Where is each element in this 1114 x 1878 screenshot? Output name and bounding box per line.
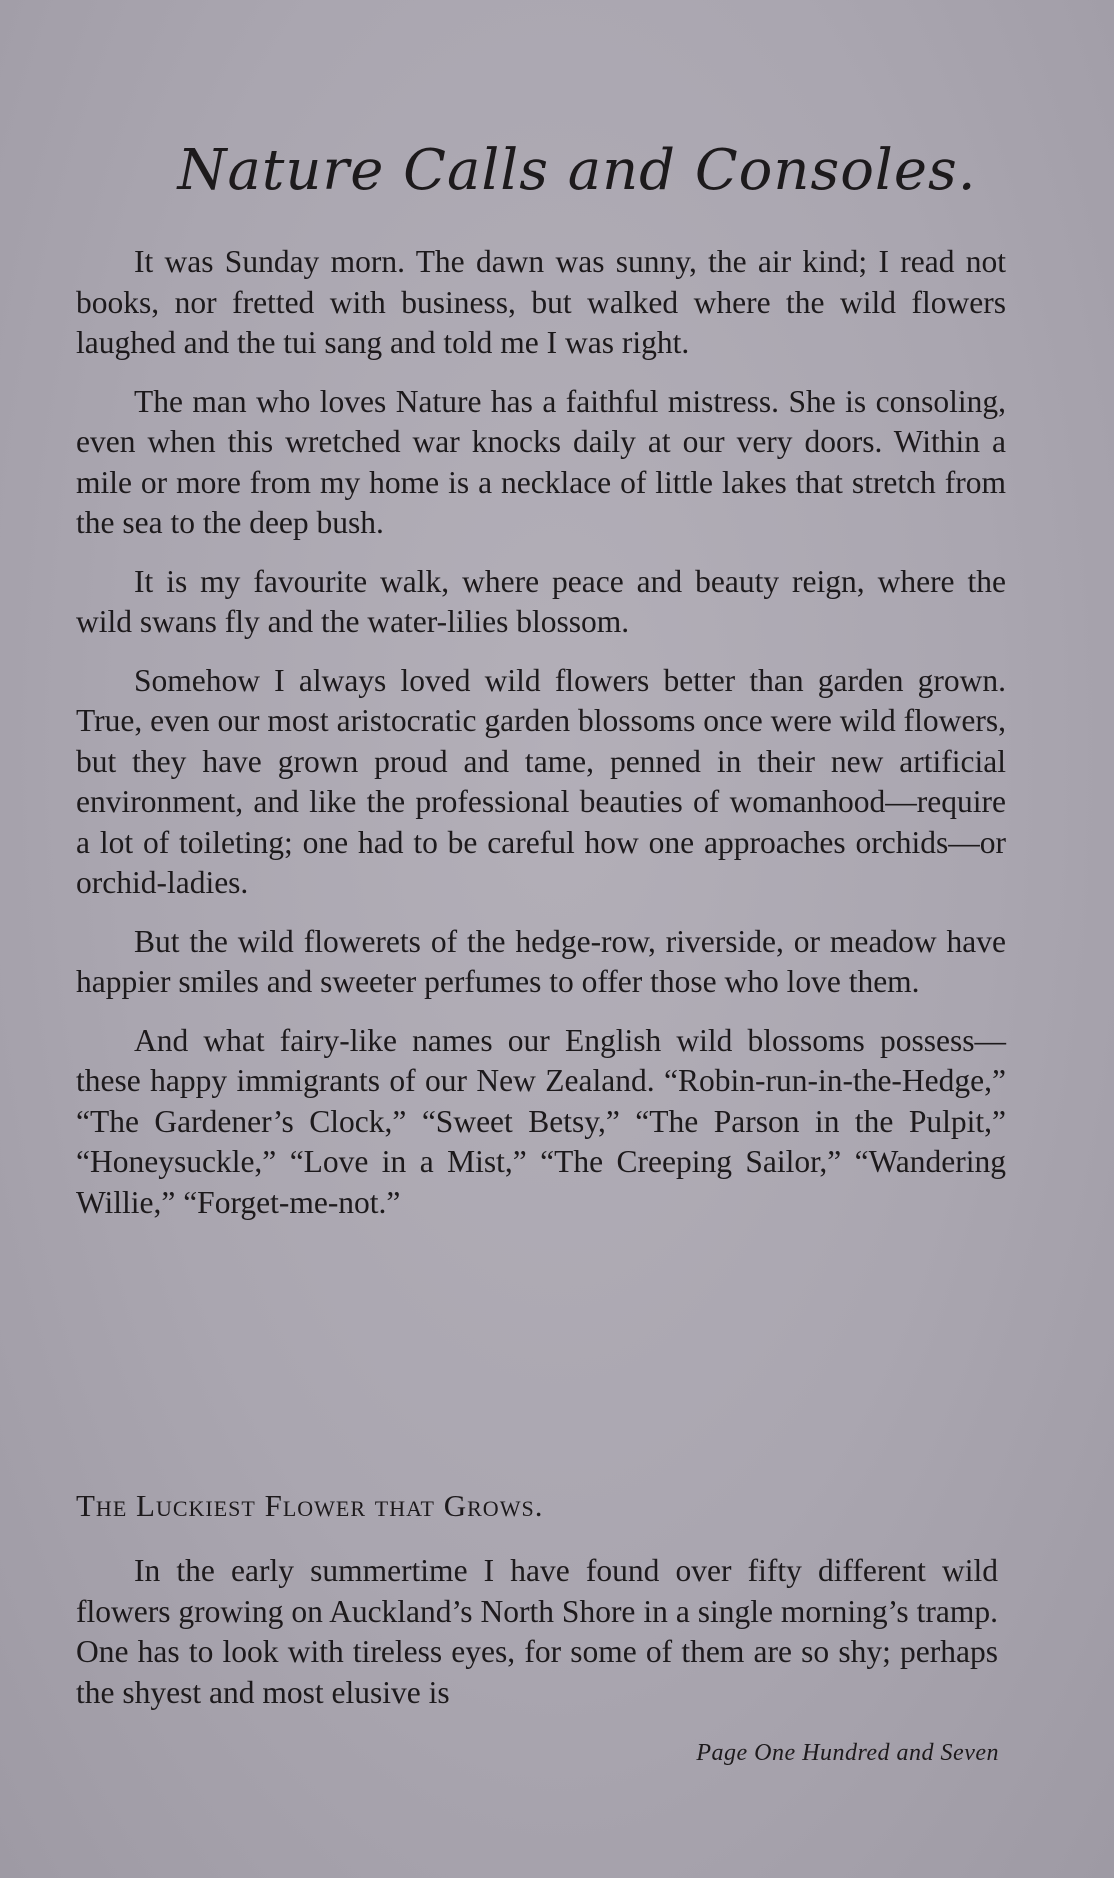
paragraph-6: And what fairy-like names our English wild blossoms possess—these happy immigrants of our New Zealand. “Robin-run-in-the-Hedge,” “The Gardener’s Clock,” “Sweet Betsy,” “The Parson in the Pulpit,” “Honeysuckle,” “Love in a Mist,” “The Creeping Sailor,” “Wandering Willie,” “Forget-me-not.” xyxy=(76,1022,1006,1220)
section-heading: The Luckiest Flower that Grows. xyxy=(76,1488,544,1523)
section-paragraph: In the early summertime I have found over fifty different wild flowers growing on Auckland’s North Shore in a single morning’s tramp. One has to look with tireless eyes, for some of them are so shy; perhaps the shyest and most elusive is xyxy=(76,1553,998,1710)
paragraph-5: But the wild flowerets of the hedge-row, riverside, or meadow have happier smiles and sweeter perfumes to offer those who love them. xyxy=(76,923,1006,999)
article-body xyxy=(76,242,1006,1241)
paragraph-4: Somehow I always loved wild flowers better than garden grown. True, even our most aristocratic garden blossoms once were wild flowers, but they have grown proud and tame, penned in their new artificial environment, and like the professional beauties of womanhood—require a lot of toileting; one had to be careful how one approaches orchids—or orchid-ladies. xyxy=(76,662,1006,900)
page-title: Nature Calls and Consoles. xyxy=(177,138,977,203)
paragraph-2: The man who loves Nature has a faithful mistress. She is consoling, even when this wretched war knocks daily at our very doors. Within a mile or more from my home is a necklace of little lakes that stretch from the sea to the deep bush. xyxy=(76,383,1006,540)
page-number-footer: Page One Hundred and Seven xyxy=(696,1740,999,1766)
paragraph-1: It was Sunday morn. The dawn was sunny, the air kind; I read not books, nor fretted with business, but walked where the wild flowers laughed and the tui sang and told me I was right. xyxy=(76,244,1006,360)
paragraph-3: It is my favourite walk, where peace and beauty reign, where the wild swans fly and the water-lilies blossom. xyxy=(76,563,1006,639)
section-body xyxy=(76,1551,998,1713)
